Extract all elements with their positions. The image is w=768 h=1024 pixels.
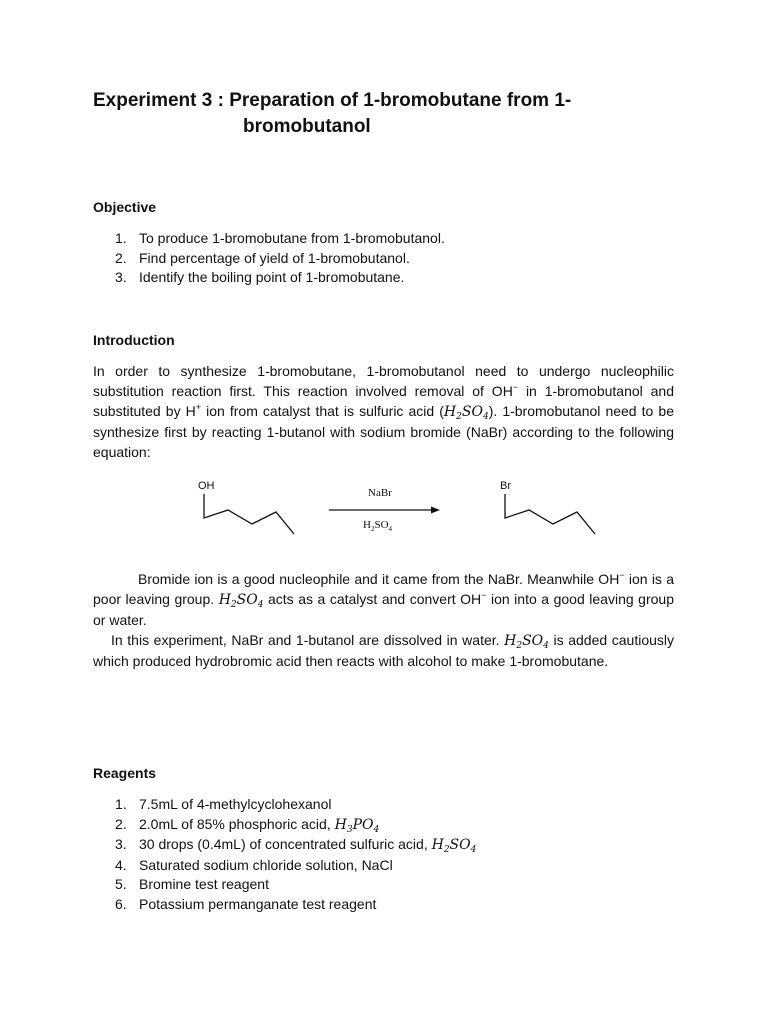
objective-list [93,229,693,288]
list-item: 3. 30 drops (0.4mL) of concentrated sulfuric acid, $H_2SO_4$ [115,836,477,855]
list-item: 1. To produce 1-bromobutane from 1-bromobutanol. [115,230,445,246]
h2so4-formula: $H_2SO_4$ [218,592,264,610]
introduction-heading: Introduction [93,332,175,348]
reagent-bottom-label: $H_2SO_4$ [363,519,393,533]
reagent-top-label: NaBr [368,487,392,499]
h2so4-formula: $H_2SO_4$ [431,837,477,855]
introduction-paragraph-1: In order to synthesize 1-bromobutane, 1-bromobutanol need to undergo nucleophilic substitution reaction first. This reaction involved removal of OH− in 1-bromobutanol and substituted by H+ ion from catalyst that is sulfuric acid $(H_2SO_4)$. 1-bromobutanol need to be synthesize first by reacting 1-butanol with sodium bromide (NaBr) according to the following equation: [93,363,674,460]
product-br-label: Br [500,480,511,492]
reactant-oh-label: OH [198,480,215,492]
list-item: 2. Find percentage of yield of 1-bromobutanol. [115,249,410,266]
introduction-paragraph-2: Bromide ion is a good nucleophile and it came from the NaBr. Meanwhile OH− ion is a poor leaving group. $H_2SO_4$ acts as a catalyst and convert OH− ion into a good leaving group or water. [93,570,674,628]
h3po4-formula: $H_3PO_4$ [334,816,380,835]
product-structure [505,494,595,534]
introduction-paragraph-3: In this experiment, NaBr and 1-butanol are dissolved in water. $H_2SO_4$ is added cautiously which produced hydrobromic acid then reacts with alcohol to make 1-bromobutane. [93,632,674,669]
reagents-heading: Reagents [93,765,157,781]
h2so4-formula: $H_2SO_4$ [443,404,489,422]
arrow-head [431,507,440,514]
page-title [93,88,653,140]
reagents-list [93,795,693,914]
list-item: 1. 7.5mL of 4-methylcyclohexanol [115,796,332,812]
list-item: 3. Identify the boiling point of 1-bromobutane. [115,269,405,285]
title-line-2: bromobutanol [243,116,371,137]
reaction-equation [188,476,608,546]
title-line-1: Experiment 3 : Preparation of 1-bromobutane from 1- [93,90,572,111]
list-item: 4. Saturated sodium chloride solution, NaCl [115,856,393,873]
objective-heading: Objective [93,199,157,215]
list-item: 5. Bromine test reagent [115,876,269,892]
h2so4-formula: $H_2SO_4$ [504,633,549,651]
list-item: 2. 2.0mL of 85% phosphoric acid, $H_3PO_4$ [115,815,380,835]
reactant-structure [204,494,294,534]
list-item: 6. Potassium permanganate test reagent [115,895,377,912]
